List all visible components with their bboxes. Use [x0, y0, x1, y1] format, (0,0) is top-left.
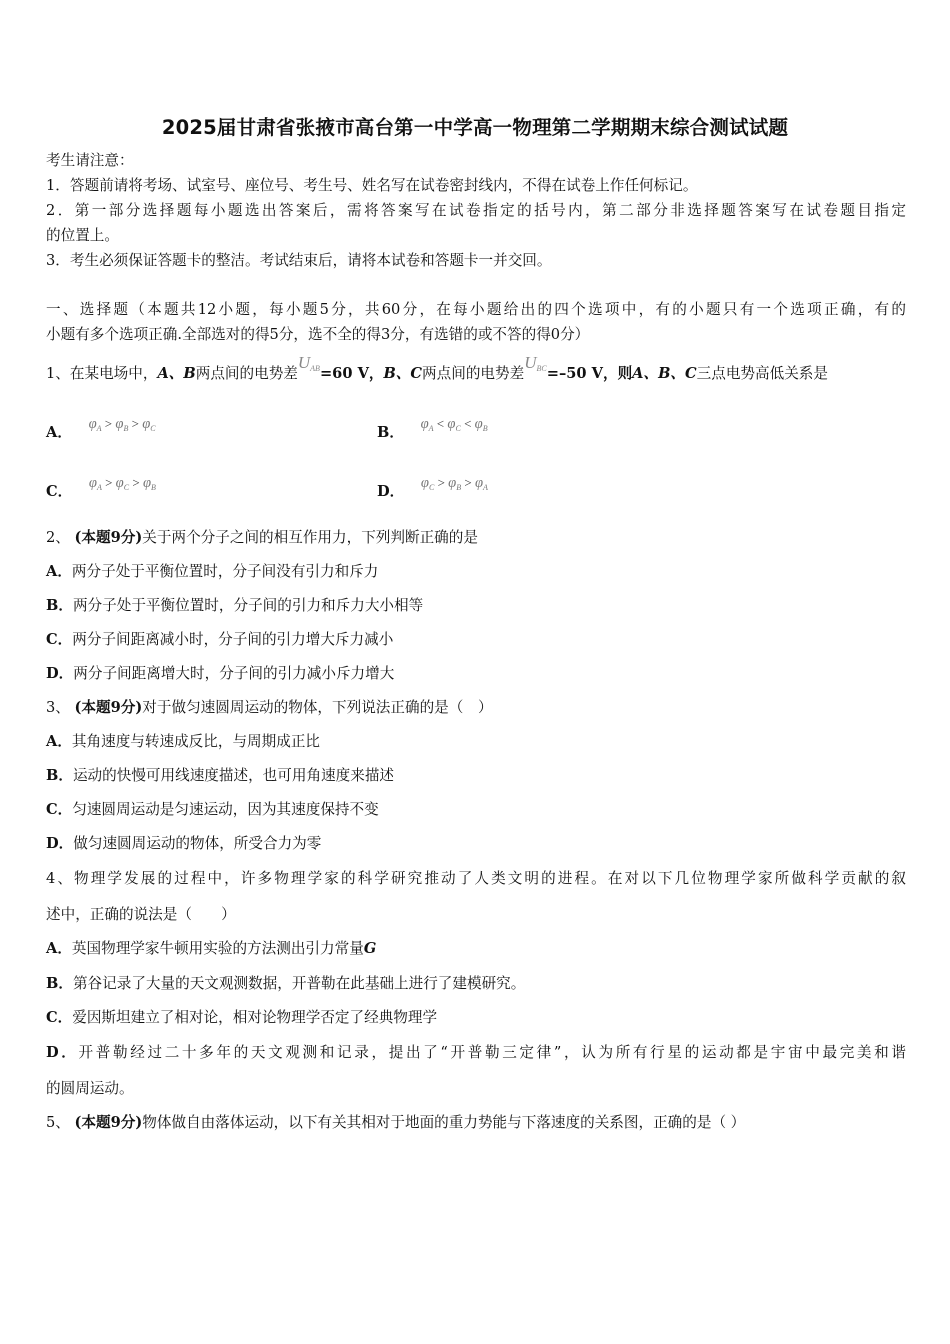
q1-text-3: 两点间的电势差 [422, 365, 525, 382]
q1-option-d[interactable]: D． $\varphi_C > \varphi_B > \varphi_A$ [377, 475, 488, 500]
q1-u-ab-symbol: $U_{AB}$ [297, 353, 320, 373]
q2-option-b[interactable]: B．两分子处于平衡位置时，分子间的引力和斥力大小相等 [46, 597, 424, 614]
q2-option-a[interactable]: A．两分子处于平衡位置时，分子间没有引力和斥力 [46, 563, 379, 580]
question-4-stem-line2: 述中，正确的说法是（ ） [46, 906, 236, 923]
q1-value-1: =60 V， [319, 365, 384, 382]
q4-option-b[interactable]: B．第谷记录了大量的天文观测数据，开普勒在此基础上进行了建模研究。 [46, 975, 526, 992]
q1-points-bc: B、C [383, 365, 423, 382]
question-3-stem: 3、 (本题9分)对于做匀速圆周运动的物体，下列说法正确的是（ ） [46, 699, 493, 716]
q3-option-d[interactable]: D．做匀速圆周运动的物体，所受合力为零 [46, 835, 322, 852]
question-2-stem: 2、 (本题9分)关于两个分子之间的相互作用力，下列判断正确的是 [46, 529, 478, 546]
page-title: 2025届甘肃省张掖市高台第一中学高一物理第二学期期末综合测试试题 [161, 116, 789, 139]
q3-option-b[interactable]: B．运动的快慢可用线速度描述，也可用角速度来描述 [46, 767, 395, 784]
q1-text-2: 两点间的电势差 [195, 365, 298, 382]
q1-option-d-expr: $\varphi_C > \varphi_B > \varphi_A$ [420, 475, 488, 492]
notice-item-2: 2．第一部分选择题每小题选出答案后，需将答案写在试卷指定的括号内，第二部分非选择题答案写在试卷题目指定 [46, 202, 906, 219]
q2-option-d[interactable]: D．两分子间距离增大时，分子间的引力减小斥力增大 [46, 665, 395, 682]
q1-option-c[interactable]: C． $\varphi_A > \varphi_C > \varphi_B$ [46, 475, 156, 500]
question-4-stem-line1: 4、物理学发展的过程中，许多物理学家的科学研究推动了人类文明的进程。在对以下几位物理学家所做科学贡献的叙 [46, 870, 906, 887]
q4-option-d[interactable]: D．开普勒经过二十多年的天文观测和记录，提出了“开普勒三定律”，认为所有行星的运动都是宇宙中最完美和谐 [46, 1044, 906, 1061]
q1-option-a-expr: $\varphi_A > \varphi_B > \varphi_C$ [88, 416, 156, 433]
notice-item-2-cont: 的位置上。 [46, 227, 119, 244]
q1-option-b-expr: $\varphi_A < \varphi_C < \varphi_B$ [420, 416, 488, 433]
q1-value-2: =–50 V，则 [546, 365, 633, 382]
notice-item-1: 1．答题前请将考场、试室号、座位号、考生号、姓名写在试卷密封线内，不得在试卷上作任何标记。 [46, 177, 698, 194]
question-5-stem: 5、 (本题9分)物体做自由落体运动，以下有关其相对于地面的重力势能与下落速度的关系图，正确的是（ ） [46, 1114, 746, 1131]
q1-u-bc-symbol: $U_{BC}$ [524, 353, 547, 373]
question-1-stem [46, 353, 828, 389]
q1-text-1: 1、在某电场中， [46, 365, 158, 382]
q1-text-4: 三点电势高低关系是 [696, 365, 828, 382]
notice-item-3: 3．考生必须保证答题卡的整洁。考试结束后，请将本试卷和答题卡一并交回。 [46, 252, 552, 269]
q1-option-c-expr: $\varphi_A > \varphi_C > \varphi_B$ [88, 475, 156, 492]
section-header-line2: 小题有多个选项正确.全部选对的得5分，选不全的得3分，有选错的或不答的得0分） [46, 326, 590, 343]
q2-option-c[interactable]: C．两分子间距离减小时，分子间的引力增大斥力减小 [46, 631, 394, 648]
q1-option-b[interactable]: B． $\varphi_A < \varphi_C < \varphi_B$ [377, 416, 488, 441]
q3-option-c[interactable]: C．匀速圆周运动是匀速运动，因为其速度保持不变 [46, 801, 379, 818]
q1-option-a[interactable]: A． $\varphi_A > \varphi_B > \varphi_C$ [46, 416, 156, 441]
q4-option-a[interactable]: A．英国物理学家牛顿用实验的方法测出引力常量G [46, 940, 377, 957]
section-header-line1: 一、选择题（本题共12小题，每小题5分，共60分，在每小题给出的四个选项中，有的小题只有一个选项正确，有的 [46, 301, 906, 318]
notice-header: 考生请注意： [46, 152, 134, 169]
q3-option-a[interactable]: A．其角速度与转速成反比，与周期成正比 [46, 733, 321, 750]
q4-option-c[interactable]: C．爱因斯坦建立了相对论，相对论物理学否定了经典物理学 [46, 1009, 438, 1026]
q1-points-abc: A、B、C [632, 365, 697, 382]
q1-points-ab: A、B [157, 365, 196, 382]
q4-option-d-cont: 的圆周运动。 [46, 1080, 134, 1097]
